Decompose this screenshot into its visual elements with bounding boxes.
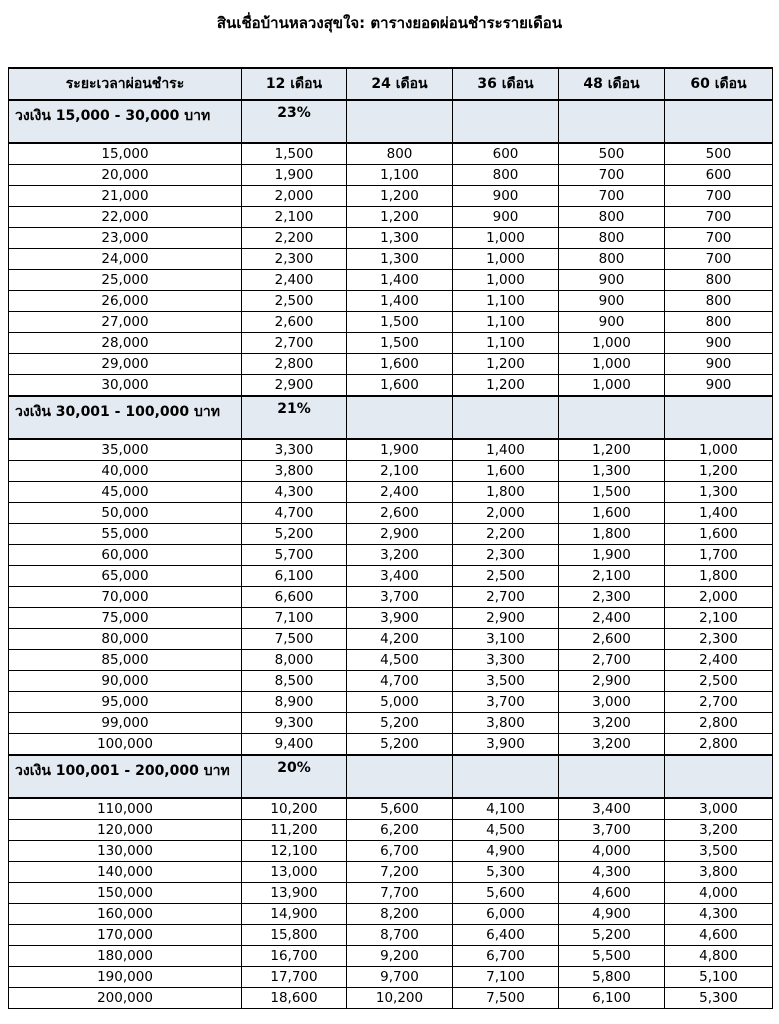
table-row <box>9 143 773 165</box>
monthly-payment-cell: 1,500 <box>347 312 453 333</box>
monthly-payment-cell: 18,600 <box>242 988 347 1009</box>
loan-amount-cell: 140,000 <box>9 862 242 883</box>
monthly-payment-cell: 900 <box>559 291 665 312</box>
monthly-payment-cell: 500 <box>559 143 665 165</box>
monthly-payment-cell: 1,200 <box>453 354 559 375</box>
monthly-payment-cell: 4,500 <box>453 820 559 841</box>
table-row <box>9 946 773 967</box>
loan-amount-cell: 160,000 <box>9 904 242 925</box>
monthly-payment-cell: 4,100 <box>453 798 559 820</box>
monthly-payment-cell: 4,200 <box>347 629 453 650</box>
loan-amount-cell: 50,000 <box>9 503 242 524</box>
monthly-payment-cell: 2,800 <box>665 713 773 734</box>
monthly-payment-cell: 1,600 <box>559 503 665 524</box>
monthly-payment-cell: 5,500 <box>559 946 665 967</box>
monthly-payment-cell: 3,300 <box>453 650 559 671</box>
monthly-payment-cell: 1,200 <box>347 207 453 228</box>
loan-amount-cell: 35,000 <box>9 439 242 461</box>
monthly-payment-cell: 3,400 <box>347 566 453 587</box>
monthly-payment-cell: 3,300 <box>242 439 347 461</box>
monthly-payment-cell: 4,900 <box>559 904 665 925</box>
monthly-payment-cell: 5,200 <box>347 713 453 734</box>
monthly-payment-cell: 1,100 <box>453 333 559 354</box>
monthly-payment-cell: 4,900 <box>453 841 559 862</box>
monthly-payment-cell: 1,200 <box>453 375 559 397</box>
monthly-payment-cell: 10,200 <box>347 988 453 1009</box>
monthly-payment-cell: 8,700 <box>347 925 453 946</box>
monthly-payment-cell: 2,200 <box>453 524 559 545</box>
monthly-payment-cell: 2,300 <box>453 545 559 566</box>
monthly-payment-cell: 1,300 <box>347 228 453 249</box>
monthly-payment-cell: 5,200 <box>347 734 453 756</box>
monthly-payment-cell: 3,800 <box>453 713 559 734</box>
monthly-payment-cell: 2,600 <box>347 503 453 524</box>
table-row <box>9 207 773 228</box>
loan-amount-cell: 55,000 <box>9 524 242 545</box>
table-row <box>9 650 773 671</box>
table-row <box>9 270 773 291</box>
monthly-payment-cell: 9,200 <box>347 946 453 967</box>
monthly-payment-cell: 900 <box>453 207 559 228</box>
section-empty-cell <box>347 755 453 798</box>
monthly-payment-cell: 5,200 <box>559 925 665 946</box>
section-empty-cell <box>453 100 559 143</box>
monthly-payment-cell: 1,400 <box>665 503 773 524</box>
loan-amount-cell: 15,000 <box>9 143 242 165</box>
monthly-payment-cell: 800 <box>347 143 453 165</box>
table-row <box>9 713 773 734</box>
monthly-payment-cell: 800 <box>559 207 665 228</box>
monthly-payment-cell: 2,900 <box>347 524 453 545</box>
monthly-payment-cell: 1,000 <box>559 375 665 397</box>
header-row <box>9 68 773 100</box>
monthly-payment-cell: 7,200 <box>347 862 453 883</box>
table-row <box>9 461 773 482</box>
table-row <box>9 587 773 608</box>
monthly-payment-cell: 2,100 <box>347 461 453 482</box>
header-cell-60-months: 60 เดือน <box>665 68 773 100</box>
monthly-payment-cell: 13,000 <box>242 862 347 883</box>
table-row <box>9 439 773 461</box>
monthly-payment-cell: 10,200 <box>242 798 347 820</box>
monthly-payment-cell: 2,700 <box>559 650 665 671</box>
section-header-row <box>9 100 773 143</box>
loan-amount-cell: 80,000 <box>9 629 242 650</box>
monthly-payment-cell: 3,200 <box>665 820 773 841</box>
section-empty-cell <box>665 755 773 798</box>
monthly-payment-cell: 1,200 <box>559 439 665 461</box>
monthly-payment-cell: 1,300 <box>665 482 773 503</box>
monthly-payment-cell: 800 <box>665 312 773 333</box>
monthly-payment-cell: 6,400 <box>453 925 559 946</box>
loan-amount-cell: 40,000 <box>9 461 242 482</box>
table-row <box>9 375 773 397</box>
table-row <box>9 291 773 312</box>
monthly-payment-cell: 1,800 <box>453 482 559 503</box>
loan-amount-cell: 170,000 <box>9 925 242 946</box>
monthly-payment-cell: 1,600 <box>665 524 773 545</box>
monthly-payment-cell: 6,100 <box>559 988 665 1009</box>
table-row <box>9 988 773 1009</box>
monthly-payment-cell: 3,000 <box>665 798 773 820</box>
monthly-payment-cell: 5,600 <box>347 798 453 820</box>
header-cell-12-months: 12 เดือน <box>242 68 347 100</box>
table-row <box>9 925 773 946</box>
monthly-payment-cell: 4,800 <box>665 946 773 967</box>
loan-amount-cell: 22,000 <box>9 207 242 228</box>
loan-amount-cell: 130,000 <box>9 841 242 862</box>
monthly-payment-cell: 1,600 <box>453 461 559 482</box>
loan-amount-cell: 23,000 <box>9 228 242 249</box>
table-row <box>9 629 773 650</box>
monthly-payment-cell: 700 <box>665 207 773 228</box>
monthly-payment-cell: 500 <box>665 143 773 165</box>
table-row <box>9 249 773 270</box>
monthly-payment-cell: 6,700 <box>347 841 453 862</box>
table-row <box>9 904 773 925</box>
monthly-payment-cell: 1,400 <box>347 291 453 312</box>
header-cell-24-months: 24 เดือน <box>347 68 453 100</box>
monthly-payment-cell: 4,600 <box>559 883 665 904</box>
monthly-payment-cell: 2,400 <box>559 608 665 629</box>
monthly-payment-cell: 1,900 <box>559 545 665 566</box>
table-row <box>9 883 773 904</box>
loan-amount-cell: 27,000 <box>9 312 242 333</box>
loan-amount-cell: 110,000 <box>9 798 242 820</box>
monthly-payment-cell: 3,800 <box>665 862 773 883</box>
monthly-payment-cell: 1,400 <box>453 439 559 461</box>
monthly-payment-cell: 2,300 <box>665 629 773 650</box>
loan-amount-cell: 90,000 <box>9 671 242 692</box>
header-cell-48-months: 48 เดือน <box>559 68 665 100</box>
monthly-payment-cell: 2,800 <box>665 734 773 756</box>
section-interest-rate: 23% <box>242 100 347 143</box>
monthly-payment-cell: 9,700 <box>347 967 453 988</box>
monthly-payment-cell: 1,000 <box>453 228 559 249</box>
monthly-payment-cell: 1,500 <box>347 333 453 354</box>
monthly-payment-cell: 5,100 <box>665 967 773 988</box>
monthly-payment-cell: 2,000 <box>453 503 559 524</box>
monthly-payment-cell: 2,300 <box>242 249 347 270</box>
monthly-payment-cell: 1,600 <box>347 354 453 375</box>
monthly-payment-cell: 6,600 <box>242 587 347 608</box>
monthly-payment-cell: 16,700 <box>242 946 347 967</box>
loan-amount-cell: 25,000 <box>9 270 242 291</box>
section-interest-rate: 20% <box>242 755 347 798</box>
monthly-payment-cell: 3,700 <box>453 692 559 713</box>
monthly-payment-cell: 2,900 <box>559 671 665 692</box>
monthly-payment-cell: 900 <box>453 186 559 207</box>
loan-amount-cell: 95,000 <box>9 692 242 713</box>
table-row <box>9 312 773 333</box>
monthly-payment-cell: 3,200 <box>559 713 665 734</box>
section-empty-cell <box>453 396 559 439</box>
monthly-payment-cell: 3,100 <box>453 629 559 650</box>
monthly-payment-cell: 1,000 <box>559 354 665 375</box>
table-row <box>9 671 773 692</box>
section-empty-cell <box>559 396 665 439</box>
table-row <box>9 482 773 503</box>
monthly-payment-cell: 1,900 <box>347 439 453 461</box>
monthly-payment-cell: 6,000 <box>453 904 559 925</box>
loan-amount-cell: 24,000 <box>9 249 242 270</box>
monthly-payment-cell: 2,900 <box>453 608 559 629</box>
monthly-payment-cell: 2,400 <box>665 650 773 671</box>
monthly-payment-cell: 3,800 <box>242 461 347 482</box>
section-empty-cell <box>347 100 453 143</box>
monthly-payment-cell: 2,300 <box>559 587 665 608</box>
monthly-payment-cell: 9,300 <box>242 713 347 734</box>
monthly-payment-cell: 2,700 <box>453 587 559 608</box>
monthly-payment-cell: 7,700 <box>347 883 453 904</box>
table-row <box>9 165 773 186</box>
monthly-payment-cell: 800 <box>559 249 665 270</box>
section-empty-cell <box>559 755 665 798</box>
monthly-payment-cell: 2,200 <box>242 228 347 249</box>
monthly-payment-cell: 900 <box>559 270 665 291</box>
monthly-payment-cell: 4,300 <box>665 904 773 925</box>
monthly-payment-cell: 3,900 <box>347 608 453 629</box>
loan-amount-cell: 26,000 <box>9 291 242 312</box>
monthly-payment-cell: 4,000 <box>559 841 665 862</box>
monthly-payment-cell: 1,000 <box>453 270 559 291</box>
monthly-payment-cell: 14,900 <box>242 904 347 925</box>
monthly-payment-cell: 700 <box>665 186 773 207</box>
monthly-payment-cell: 6,200 <box>347 820 453 841</box>
loan-amount-cell: 30,000 <box>9 375 242 397</box>
loan-amount-cell: 150,000 <box>9 883 242 904</box>
monthly-payment-cell: 15,800 <box>242 925 347 946</box>
table-row <box>9 820 773 841</box>
table-row <box>9 524 773 545</box>
section-empty-cell <box>665 396 773 439</box>
page-title: สินเชื่อบ้านหลวงสุขใจ: ตารางยอดผ่อนชำระรายเดือน <box>216 14 563 32</box>
header-cell-term: ระยะเวลาผ่อนชำระ <box>9 68 242 100</box>
monthly-payment-cell: 1,900 <box>242 165 347 186</box>
monthly-payment-cell: 2,000 <box>665 587 773 608</box>
monthly-payment-cell: 1,000 <box>559 333 665 354</box>
section-interest-rate: 21% <box>242 396 347 439</box>
table-row <box>9 798 773 820</box>
monthly-payment-cell: 2,500 <box>665 671 773 692</box>
monthly-payment-cell: 4,600 <box>665 925 773 946</box>
monthly-payment-cell: 1,300 <box>347 249 453 270</box>
table-row <box>9 967 773 988</box>
table-row <box>9 228 773 249</box>
monthly-payment-cell: 1,100 <box>453 312 559 333</box>
monthly-payment-cell: 2,700 <box>665 692 773 713</box>
section-label: วงเงิน 30,001 - 100,000 บาท <box>9 396 242 439</box>
monthly-payment-cell: 1,300 <box>559 461 665 482</box>
loan-amount-cell: 60,000 <box>9 545 242 566</box>
loan-amount-cell: 21,000 <box>9 186 242 207</box>
table-row <box>9 692 773 713</box>
monthly-payment-cell: 1,400 <box>347 270 453 291</box>
table-row <box>9 734 773 756</box>
table-row <box>9 841 773 862</box>
monthly-payment-cell: 3,500 <box>453 671 559 692</box>
monthly-payment-cell: 2,800 <box>242 354 347 375</box>
monthly-payment-cell: 1,100 <box>453 291 559 312</box>
monthly-payment-cell: 1,100 <box>347 165 453 186</box>
monthly-payment-cell: 600 <box>665 165 773 186</box>
monthly-payment-cell: 11,200 <box>242 820 347 841</box>
section-empty-cell <box>453 755 559 798</box>
monthly-payment-cell: 1,000 <box>453 249 559 270</box>
section-header-row <box>9 755 773 798</box>
installment-table <box>8 67 773 1009</box>
monthly-payment-cell: 5,800 <box>559 967 665 988</box>
monthly-payment-cell: 1,700 <box>665 545 773 566</box>
section-label: วงเงิน 15,000 - 30,000 บาท <box>9 100 242 143</box>
section-label: วงเงิน 100,001 - 200,000 บาท <box>9 755 242 798</box>
monthly-payment-cell: 1,800 <box>665 566 773 587</box>
monthly-payment-cell: 4,300 <box>242 482 347 503</box>
monthly-payment-cell: 8,900 <box>242 692 347 713</box>
table-row <box>9 862 773 883</box>
monthly-payment-cell: 4,700 <box>242 503 347 524</box>
monthly-payment-cell: 5,300 <box>665 988 773 1009</box>
monthly-payment-cell: 2,500 <box>453 566 559 587</box>
monthly-payment-cell: 2,700 <box>242 333 347 354</box>
monthly-payment-cell: 8,000 <box>242 650 347 671</box>
monthly-payment-cell: 3,400 <box>559 798 665 820</box>
monthly-payment-cell: 17,700 <box>242 967 347 988</box>
monthly-payment-cell: 1,200 <box>665 461 773 482</box>
monthly-payment-cell: 6,100 <box>242 566 347 587</box>
monthly-payment-cell: 900 <box>665 375 773 397</box>
monthly-payment-cell: 900 <box>665 354 773 375</box>
monthly-payment-cell: 3,200 <box>347 545 453 566</box>
monthly-payment-cell: 700 <box>559 186 665 207</box>
monthly-payment-cell: 900 <box>665 333 773 354</box>
loan-amount-cell: 29,000 <box>9 354 242 375</box>
loan-amount-cell: 45,000 <box>9 482 242 503</box>
monthly-payment-cell: 3,200 <box>559 734 665 756</box>
monthly-payment-cell: 6,700 <box>453 946 559 967</box>
section-empty-cell <box>559 100 665 143</box>
table-row <box>9 186 773 207</box>
loan-amount-cell: 20,000 <box>9 165 242 186</box>
monthly-payment-cell: 2,400 <box>347 482 453 503</box>
table-row <box>9 503 773 524</box>
monthly-payment-cell: 2,600 <box>559 629 665 650</box>
monthly-payment-cell: 1,500 <box>559 482 665 503</box>
monthly-payment-cell: 5,600 <box>453 883 559 904</box>
monthly-payment-cell: 3,900 <box>453 734 559 756</box>
table-row <box>9 545 773 566</box>
monthly-payment-cell: 800 <box>665 291 773 312</box>
monthly-payment-cell: 800 <box>453 165 559 186</box>
monthly-payment-cell: 700 <box>559 165 665 186</box>
monthly-payment-cell: 4,500 <box>347 650 453 671</box>
monthly-payment-cell: 8,500 <box>242 671 347 692</box>
section-empty-cell <box>347 396 453 439</box>
monthly-payment-cell: 5,700 <box>242 545 347 566</box>
table-row <box>9 608 773 629</box>
loan-amount-cell: 200,000 <box>9 988 242 1009</box>
table-row <box>9 333 773 354</box>
header-cell-36-months: 36 เดือน <box>453 68 559 100</box>
monthly-payment-cell: 8,200 <box>347 904 453 925</box>
monthly-payment-cell: 1,500 <box>242 143 347 165</box>
table-header <box>9 68 773 100</box>
section-header-row <box>9 396 773 439</box>
monthly-payment-cell: 4,300 <box>559 862 665 883</box>
monthly-payment-cell: 3,700 <box>559 820 665 841</box>
table-body <box>9 100 773 1009</box>
monthly-payment-cell: 7,100 <box>453 967 559 988</box>
monthly-payment-cell: 1,200 <box>347 186 453 207</box>
monthly-payment-cell: 2,100 <box>242 207 347 228</box>
monthly-payment-cell: 600 <box>453 143 559 165</box>
monthly-payment-cell: 13,900 <box>242 883 347 904</box>
loan-amount-cell: 180,000 <box>9 946 242 967</box>
monthly-payment-cell: 800 <box>559 228 665 249</box>
monthly-payment-cell: 2,000 <box>242 186 347 207</box>
monthly-payment-cell: 1,600 <box>347 375 453 397</box>
loan-amount-cell: 65,000 <box>9 566 242 587</box>
monthly-payment-cell: 800 <box>665 270 773 291</box>
monthly-payment-cell: 3,000 <box>559 692 665 713</box>
loan-amount-cell: 120,000 <box>9 820 242 841</box>
loan-amount-cell: 75,000 <box>9 608 242 629</box>
monthly-payment-cell: 3,700 <box>347 587 453 608</box>
monthly-payment-cell: 2,400 <box>242 270 347 291</box>
monthly-payment-cell: 5,000 <box>347 692 453 713</box>
monthly-payment-cell: 700 <box>665 228 773 249</box>
loan-amount-cell: 70,000 <box>9 587 242 608</box>
monthly-payment-cell: 2,900 <box>242 375 347 397</box>
table-row <box>9 566 773 587</box>
loan-amount-cell: 100,000 <box>9 734 242 756</box>
monthly-payment-cell: 4,000 <box>665 883 773 904</box>
monthly-payment-cell: 3,500 <box>665 841 773 862</box>
monthly-payment-cell: 5,300 <box>453 862 559 883</box>
monthly-payment-cell: 12,100 <box>242 841 347 862</box>
monthly-payment-cell: 2,100 <box>559 566 665 587</box>
loan-amount-cell: 190,000 <box>9 967 242 988</box>
loan-amount-cell: 99,000 <box>9 713 242 734</box>
monthly-payment-cell: 2,600 <box>242 312 347 333</box>
monthly-payment-cell: 900 <box>559 312 665 333</box>
monthly-payment-cell: 5,200 <box>242 524 347 545</box>
monthly-payment-cell: 7,100 <box>242 608 347 629</box>
table-row <box>9 354 773 375</box>
monthly-payment-cell: 700 <box>665 249 773 270</box>
monthly-payment-cell: 7,500 <box>242 629 347 650</box>
monthly-payment-cell: 7,500 <box>453 988 559 1009</box>
loan-amount-cell: 85,000 <box>9 650 242 671</box>
loan-amount-cell: 28,000 <box>9 333 242 354</box>
section-empty-cell <box>665 100 773 143</box>
monthly-payment-cell: 2,500 <box>242 291 347 312</box>
monthly-payment-cell: 4,700 <box>347 671 453 692</box>
monthly-payment-cell: 9,400 <box>242 734 347 756</box>
monthly-payment-cell: 1,000 <box>665 439 773 461</box>
monthly-payment-cell: 1,800 <box>559 524 665 545</box>
monthly-payment-cell: 2,100 <box>665 608 773 629</box>
